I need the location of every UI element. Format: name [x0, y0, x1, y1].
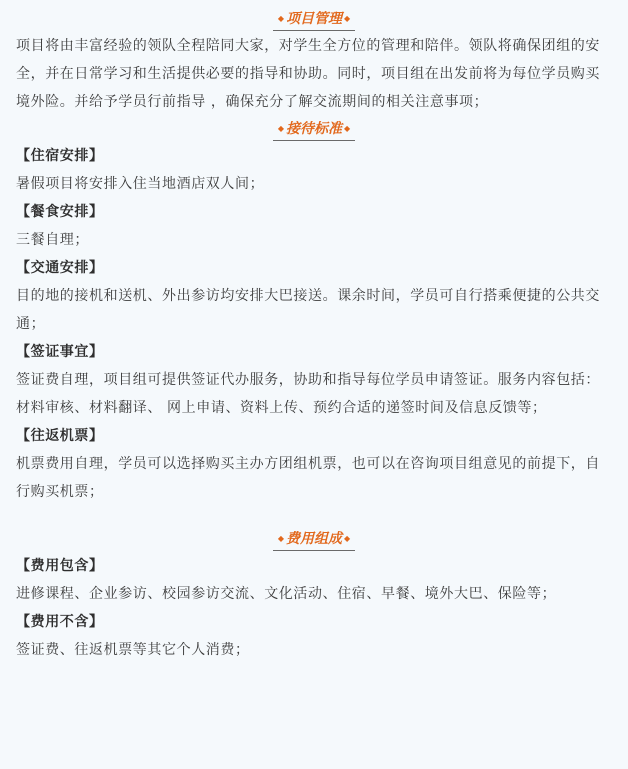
- section-title-text: 项目管理: [286, 11, 342, 27]
- diamond-icon: ◆: [277, 124, 284, 133]
- diamond-icon: ◆: [277, 534, 284, 543]
- item-heading-fee-excluded: 【费用不含】: [16, 614, 104, 630]
- item-text-visa: 签证费自理，项目组可提供签证代办服务，协助和指导每位学员申请签证。服务内容包括：材料审核、材料翻译、 网上申请、资料上传、预约合适的递签时间及信息反馈等；: [16, 372, 600, 416]
- diamond-icon: ◆: [344, 534, 351, 543]
- diamond-icon: ◆: [344, 14, 351, 23]
- section-title-fee-composition: [16, 528, 612, 552]
- item-text-flights: 机票费用自理，学员可以选择购买主办方团组机票，也可以在咨询项目组意见的前提下，自行购买机票；: [16, 456, 600, 500]
- item-text-transport: 目的地的接机和送机、外出参访均安排大巴接送。课余时间，学员可自行搭乘便捷的公共交通；: [16, 288, 600, 332]
- section-title-reception-standards: [16, 118, 612, 142]
- section-body-project-management: 项目将由丰富经验的领队全程陪同大家，对学生全方位的管理和陪伴。领队将确保团组的安全，并在日常学习和生活提供必要的指导和协助。同时，项目组在出发前将为每位学员购买境外险。并给予学员行前指导 ，确保充分了解交流期间的相关注意事项；: [16, 38, 600, 110]
- item-heading-accommodation: 【住宿安排】: [16, 148, 104, 164]
- diamond-icon: ◆: [277, 14, 284, 23]
- item-text-meals: 三餐自理；: [16, 232, 89, 248]
- section-title-text: 接待标准: [286, 121, 342, 137]
- section-title-text: 费用组成: [286, 531, 342, 547]
- item-text-accommodation: 暑假项目将安排入住当地酒店双人间；: [16, 176, 265, 192]
- section-title-project-management: [16, 8, 612, 32]
- item-heading-visa: 【签证事宜】: [16, 344, 104, 360]
- item-text-fee-excluded: 签证费、往返机票等其它个人消费；: [16, 642, 250, 658]
- item-heading-meals: 【餐食安排】: [16, 204, 104, 220]
- item-heading-flights: 【往返机票】: [16, 428, 104, 444]
- item-heading-fee-included: 【费用包含】: [16, 558, 104, 574]
- diamond-icon: ◆: [344, 124, 351, 133]
- item-heading-transport: 【交通安排】: [16, 260, 104, 276]
- item-text-fee-included: 进修课程、企业参访、校园参访交流、文化活动、住宿、早餐、境外大巴、保险等；: [16, 586, 557, 602]
